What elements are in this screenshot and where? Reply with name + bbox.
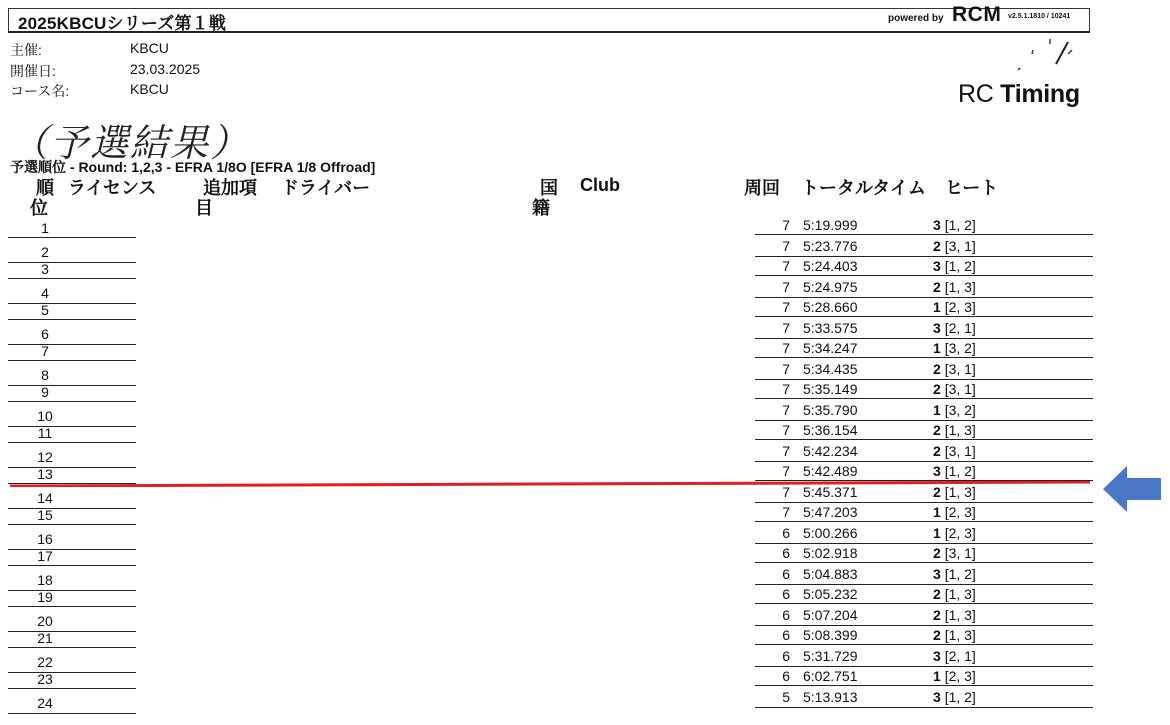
heat-cell (933, 402, 976, 418)
heat-cell (933, 258, 976, 274)
heat-cell (933, 320, 976, 336)
table-row (0, 462, 1170, 482)
brand-label: RCM (952, 3, 1002, 26)
heat-detail: [1, 2] (944, 688, 976, 705)
result-underline (755, 603, 1093, 604)
col-extra-top: 追加項 (203, 178, 257, 198)
result-underline (755, 234, 1093, 235)
rank-cell: 16 (37, 530, 53, 547)
total-time-cell: 5:42.234 (803, 442, 858, 459)
heat-cell (933, 586, 976, 602)
table-row (0, 647, 1170, 670)
result-underline (755, 644, 1093, 645)
course-label: コース名: (10, 83, 70, 99)
table-row (0, 606, 1170, 629)
rank-cell: 8 (41, 366, 49, 383)
heat-number: 2 (933, 422, 941, 438)
heat-number: 1 (933, 401, 941, 418)
heat-cell (933, 566, 976, 582)
laps-cell: 6 (782, 565, 790, 582)
table-row (0, 257, 1170, 277)
table-row (0, 585, 1170, 605)
total-time-cell: 5:19.999 (803, 217, 858, 233)
total-time-cell: 5:05.232 (803, 586, 858, 602)
laps-cell: 6 (782, 668, 790, 684)
table-row (0, 524, 1170, 547)
heat-detail: [3, 1] (944, 237, 976, 254)
organizer-value: KBCU (130, 40, 169, 56)
col-country-top: 国 (540, 178, 558, 198)
result-underline (755, 707, 1093, 708)
col-driver: ドライバー (281, 178, 371, 198)
rank-cell: 2 (41, 243, 49, 260)
rank-underline (8, 713, 136, 714)
table-row (0, 442, 1170, 465)
laps-cell: 6 (782, 647, 790, 664)
heat-detail: [3, 2] (944, 401, 976, 418)
rank-cell: 4 (41, 284, 49, 301)
heat-number: 1 (933, 504, 941, 520)
total-time-cell: 5:04.883 (803, 565, 858, 582)
table-row (0, 319, 1170, 342)
heat-number: 3 (933, 258, 941, 274)
heat-number: 3 (933, 647, 941, 664)
heat-cell (933, 689, 976, 705)
table-row (0, 216, 1170, 236)
heat-number: 2 (933, 606, 941, 623)
rank-cell: 22 (37, 653, 53, 670)
heat-detail: [3, 1] (944, 381, 976, 397)
col-rank-bottom: 位 (30, 198, 48, 218)
heat-cell (933, 217, 976, 233)
laps-cell: 6 (782, 606, 790, 623)
result-underline (755, 398, 1093, 399)
laps-cell: 7 (782, 340, 790, 356)
result-underline (755, 275, 1093, 276)
total-time-cell: 5:33.575 (803, 319, 858, 336)
heat-cell (933, 525, 976, 541)
total-time-cell: 5:07.204 (803, 606, 858, 623)
rank-cell: 9 (41, 384, 49, 400)
left-arrow-icon (1103, 466, 1161, 512)
heat-number: 3 (933, 688, 941, 705)
laps-cell: 7 (782, 463, 790, 479)
rc-logo-text: RC (958, 80, 994, 108)
heat-cell (933, 299, 976, 315)
result-underline (755, 521, 1093, 522)
col-extra-bottom: 目 (195, 198, 213, 218)
cut-line (10, 481, 1090, 487)
table-row (0, 278, 1170, 301)
organizer-label: 主催: (10, 42, 42, 58)
heat-detail: [1, 2] (944, 565, 976, 582)
rank-cell: 13 (37, 466, 53, 482)
heat-cell (933, 238, 976, 254)
rank-cell: 5 (41, 302, 49, 318)
total-time-cell: 5:02.918 (803, 545, 858, 561)
col-total-time: トータルタイム (801, 178, 926, 198)
result-underline (755, 685, 1093, 686)
date-label: 開催日: (10, 63, 56, 79)
heat-number: 2 (933, 545, 941, 561)
heat-number: 3 (933, 217, 941, 233)
heat-number: 1 (933, 668, 941, 684)
table-row (0, 360, 1170, 383)
table-row (0, 626, 1170, 646)
heat-cell (933, 627, 976, 643)
rank-cell: 19 (37, 589, 53, 605)
total-time-cell: 5:31.729 (803, 647, 858, 664)
heat-cell (933, 504, 976, 520)
table-row (0, 401, 1170, 424)
total-time-cell: 5:28.660 (803, 299, 858, 315)
laps-cell: 7 (782, 442, 790, 459)
heat-cell (933, 381, 976, 397)
heat-detail: [3, 1] (944, 360, 976, 377)
laps-cell: 6 (782, 627, 790, 643)
total-time-cell: 5:36.154 (803, 422, 858, 438)
timing-gauge-icon (1010, 36, 1080, 76)
total-time-cell: 5:00.266 (803, 524, 858, 541)
heat-number: 1 (933, 524, 941, 541)
heat-number: 2 (933, 381, 941, 397)
version-label: v2.5.1.1810 / 10241 (1008, 13, 1071, 20)
heat-detail: [3, 2] (944, 340, 976, 356)
heat-number: 1 (933, 299, 941, 315)
laps-cell: 5 (782, 688, 790, 705)
laps-cell: 6 (782, 524, 790, 541)
rc-timing-logo (958, 80, 1080, 109)
heat-number: 2 (933, 278, 941, 295)
heat-detail: [3, 1] (944, 545, 976, 561)
laps-cell: 6 (782, 545, 790, 561)
result-underline (755, 562, 1093, 563)
table-row (0, 237, 1170, 260)
laps-cell: 7 (782, 381, 790, 397)
rank-cell: 14 (37, 489, 53, 506)
heat-detail: [2, 1] (944, 319, 976, 336)
laps-cell: 6 (782, 586, 790, 602)
result-underline (755, 439, 1093, 440)
table-row (0, 339, 1170, 359)
laps-cell: 7 (782, 278, 790, 295)
rank-cell: 6 (41, 325, 49, 342)
total-time-cell: 5:47.203 (803, 504, 858, 520)
result-underline (755, 357, 1093, 358)
heat-cell (933, 607, 976, 623)
heat-cell (933, 443, 976, 459)
handwritten-note-text: （予選結果） (10, 121, 251, 165)
rank-cell: 7 (41, 343, 49, 359)
heat-number: 3 (933, 319, 941, 336)
rank-cell: 3 (41, 261, 49, 277)
rank-cell: 15 (37, 507, 53, 523)
heat-detail: [1, 3] (944, 586, 976, 602)
laps-cell: 7 (782, 504, 790, 520)
heat-detail: [2, 3] (944, 504, 976, 520)
rank-cell: 10 (37, 407, 53, 424)
heat-detail: [1, 3] (944, 278, 976, 295)
laps-cell: 7 (782, 401, 790, 418)
powered-by-label: powered by (888, 13, 944, 24)
heat-number: 2 (933, 237, 941, 254)
laps-cell: 7 (782, 319, 790, 336)
round-info: 予選順位 - Round: 1,2,3 - EFRA 1/8O [EFRA 1/8 Offroad] (10, 159, 376, 175)
heat-cell (933, 648, 976, 664)
laps-cell: 7 (782, 422, 790, 438)
heat-cell (933, 545, 976, 561)
table-row (0, 667, 1170, 687)
rank-cell: 23 (37, 671, 53, 687)
heat-detail: [2, 3] (944, 668, 976, 684)
laps-cell: 7 (782, 483, 790, 500)
course-value: KBCU (130, 81, 169, 97)
page-title: 2025KBCUシリーズ第１戦 (18, 14, 227, 33)
laps-cell: 7 (782, 237, 790, 254)
table-row (0, 688, 1170, 711)
heat-number: 3 (933, 565, 941, 582)
col-club: Club (580, 175, 620, 195)
rank-cell: 24 (37, 694, 53, 711)
table-row (0, 544, 1170, 564)
total-time-cell: 5:35.790 (803, 401, 858, 418)
total-time-cell: 5:24.403 (803, 258, 858, 274)
rank-cell: 21 (37, 630, 53, 646)
heat-cell (933, 668, 976, 684)
result-underline (755, 316, 1093, 317)
total-time-cell: 6:02.751 (803, 668, 858, 684)
total-time-cell: 5:08.399 (803, 627, 858, 643)
rank-cell: 12 (37, 448, 53, 465)
heat-detail: [1, 3] (944, 483, 976, 500)
rank-cell: 11 (37, 425, 53, 441)
heat-cell (933, 422, 976, 438)
heat-cell (933, 340, 976, 356)
col-license: ライセンス (68, 178, 157, 198)
heat-detail: [1, 2] (944, 217, 976, 233)
heat-detail: [1, 3] (944, 422, 976, 438)
total-time-cell: 5:34.435 (803, 360, 858, 377)
heat-number: 2 (933, 627, 941, 643)
heat-number: 1 (933, 340, 941, 356)
total-time-cell: 5:24.975 (803, 278, 858, 295)
laps-cell: 7 (782, 299, 790, 315)
heat-number: 2 (933, 360, 941, 377)
total-time-cell: 5:35.149 (803, 381, 858, 397)
heat-detail: [1, 3] (944, 627, 976, 643)
table-row (0, 421, 1170, 441)
heat-detail: [2, 3] (944, 524, 976, 541)
heat-detail: [1, 2] (944, 258, 976, 274)
col-heat: ヒート (945, 178, 999, 198)
total-time-cell: 5:45.371 (803, 483, 858, 500)
heat-number: 2 (933, 442, 941, 459)
heat-detail: [2, 3] (944, 299, 976, 315)
col-rank-top: 順 (36, 178, 54, 198)
col-country-bottom: 籍 (532, 198, 550, 218)
heat-detail: [2, 1] (944, 647, 976, 664)
heat-detail: [1, 3] (944, 606, 976, 623)
rank-cell: 18 (37, 571, 53, 588)
laps-cell: 7 (782, 258, 790, 274)
rank-cell: 1 (41, 220, 49, 236)
heat-number: 2 (933, 483, 941, 500)
date-value: 23.03.2025 (130, 61, 201, 77)
heat-detail: [3, 1] (944, 442, 976, 459)
heat-number: 2 (933, 586, 941, 602)
laps-cell: 7 (782, 360, 790, 377)
table-row (0, 503, 1170, 523)
total-time-cell: 5:13.913 (803, 688, 858, 705)
table-row (0, 380, 1170, 400)
heat-cell (933, 463, 976, 479)
table-row (0, 298, 1170, 318)
rank-cell: 20 (37, 612, 53, 629)
table-row (0, 565, 1170, 588)
laps-cell: 7 (782, 217, 790, 233)
heat-number: 3 (933, 463, 941, 479)
col-laps: 周回 (744, 178, 780, 198)
handwritten-note (10, 112, 280, 165)
heat-detail: [1, 2] (944, 463, 976, 479)
total-time-cell: 5:42.489 (803, 463, 858, 479)
timing-logo-text: Timing (1000, 80, 1080, 108)
heat-cell (933, 361, 976, 377)
heat-cell (933, 279, 976, 295)
total-time-cell: 5:23.776 (803, 237, 858, 254)
total-time-cell: 5:34.247 (803, 340, 858, 356)
rank-cell: 17 (37, 548, 53, 564)
